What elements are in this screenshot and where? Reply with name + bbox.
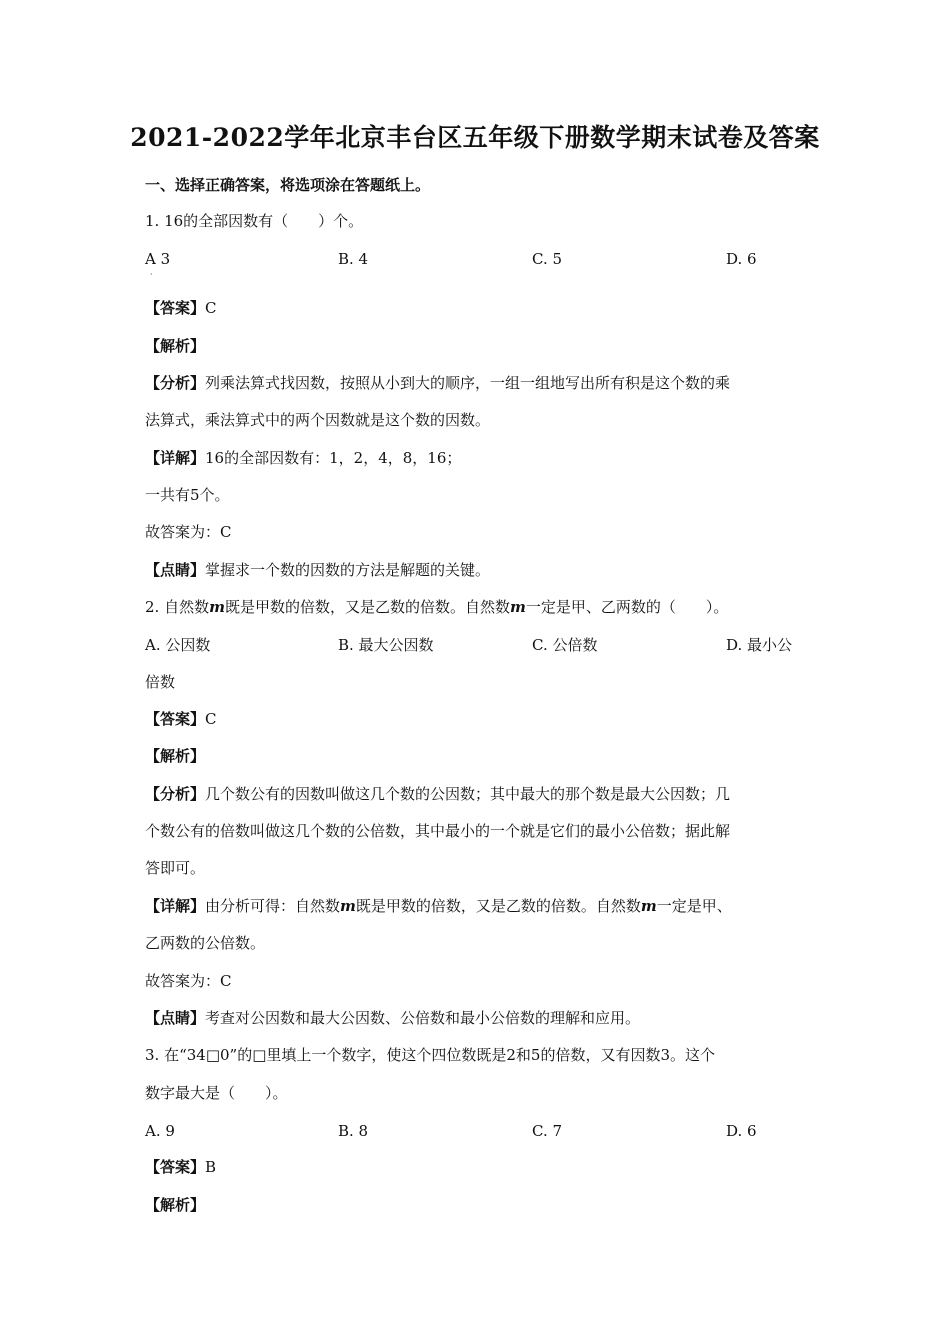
answer-label: 【答案】	[145, 710, 206, 728]
q2-option-a: A. 公因数	[145, 636, 211, 654]
q2-stem-part: 2. 自然数	[145, 598, 210, 616]
xiangjie-label: 【详解】	[145, 897, 206, 915]
question-3-stem-cont: 数字最大是（ ）。	[145, 1084, 288, 1102]
q3-analysis-label	[145, 1195, 205, 1215]
q2-stem-part: 一定是甲、乙两数的（ ）。	[525, 598, 729, 616]
dianjing-text: 考查对公因数和最大公因数、公倍数和最小公倍数的理解和应用。	[205, 1009, 641, 1027]
variable-m: m	[340, 897, 356, 915]
q1-dianjing	[145, 560, 490, 580]
answer-value: C	[205, 710, 217, 728]
stray-dot: ·	[150, 270, 153, 279]
q3-option-b: B. 8	[338, 1122, 369, 1140]
q1-option-a: A 3	[145, 250, 171, 268]
q2-fenxi	[145, 784, 730, 804]
question-1-stem: 1. 16的全部因数有（ ）个。	[145, 212, 364, 230]
xiangjie-text: 既是甲数的倍数，又是乙数的倍数。自然数	[355, 897, 641, 915]
analysis-label: 【解析】	[145, 337, 206, 355]
variable-m: m	[509, 598, 526, 616]
xiangjie-text: 由分析可得：自然数	[205, 897, 341, 915]
fenxi-text: 几个数公有的因数叫做这几个数的公因数；其中最大的那个数是最大公因数；几	[205, 785, 731, 803]
q2-option-c: C. 公倍数	[532, 636, 598, 654]
q2-stem-part: 既是甲数的倍数，又是乙数的倍数。自然数	[224, 598, 510, 616]
dianjing-label: 【点睛】	[145, 561, 206, 579]
q2-analysis-label	[145, 746, 205, 766]
answer-value: C	[205, 299, 217, 317]
q2-answer	[145, 709, 217, 729]
q1-answer	[145, 298, 217, 318]
q2-option-b: B. 最大公因数	[338, 636, 434, 654]
q1-xiangjie	[145, 448, 461, 468]
xiangjie-text: 一定是甲、	[656, 897, 732, 915]
q1-xiangjie-cont: 一共有5个。	[145, 486, 230, 504]
analysis-label: 【解析】	[145, 747, 206, 765]
xiangjie-label: 【详解】	[145, 449, 206, 467]
fenxi-label: 【分析】	[145, 374, 206, 392]
q3-option-d: D. 6	[726, 1122, 757, 1140]
q3-option-c: C. 7	[532, 1122, 563, 1140]
q3-option-a: A. 9	[145, 1122, 175, 1140]
q2-fenxi-cont: 个数公有的倍数叫做这几个数的公倍数，其中最小的一个就是它们的最小公倍数；据此解	[145, 822, 731, 840]
q1-option-b: B. 4	[338, 250, 369, 268]
q2-final: 故答案为：C	[145, 972, 232, 990]
q2-option-d-cont: 倍数	[145, 673, 176, 691]
question-2-stem	[145, 597, 728, 617]
dianjing-text: 掌握求一个数的因数的方法是解题的关键。	[205, 561, 491, 579]
xiangjie-text: 16的全部因数有：1，2，4，8，16；	[205, 449, 462, 467]
q3-answer	[145, 1157, 216, 1177]
page-title: 2021-2022学年北京丰台区五年级下册数学期末试卷及答案	[130, 123, 820, 152]
question-3-stem: 3. 在“34□0”的□里填上一个数字，使这个四位数既是2和5的倍数，又有因数3。这个	[145, 1046, 716, 1064]
fenxi-text: 列乘法算式找因数，按照从小到大的顺序，一组一组地写出所有积是这个数的乘	[205, 374, 731, 392]
dianjing-label: 【点睛】	[145, 1009, 206, 1027]
q1-fenxi-cont: 法算式，乘法算式中的两个因数就是这个数的因数。	[145, 411, 491, 429]
fenxi-label: 【分析】	[145, 785, 206, 803]
answer-label: 【答案】	[145, 1158, 206, 1176]
section-heading: 一、选择正确答案，将选项涂在答题纸上。	[145, 176, 431, 194]
q1-final: 故答案为：C	[145, 523, 232, 541]
answer-label: 【答案】	[145, 299, 206, 317]
q2-xiangjie	[145, 896, 732, 916]
answer-value: B	[205, 1158, 217, 1176]
q1-analysis-label	[145, 336, 205, 356]
variable-m: m	[209, 598, 225, 616]
q2-xiangjie-cont: 乙两数的公倍数。	[145, 934, 266, 952]
q2-fenxi-cont: 答即可。	[145, 859, 206, 877]
variable-m: m	[640, 897, 657, 915]
analysis-label: 【解析】	[145, 1196, 206, 1214]
q2-dianjing	[145, 1008, 640, 1028]
q1-option-c: C. 5	[532, 250, 563, 268]
q2-option-d: D. 最小公	[726, 636, 793, 654]
q1-fenxi	[145, 373, 730, 393]
q1-option-d: D. 6	[726, 250, 757, 268]
